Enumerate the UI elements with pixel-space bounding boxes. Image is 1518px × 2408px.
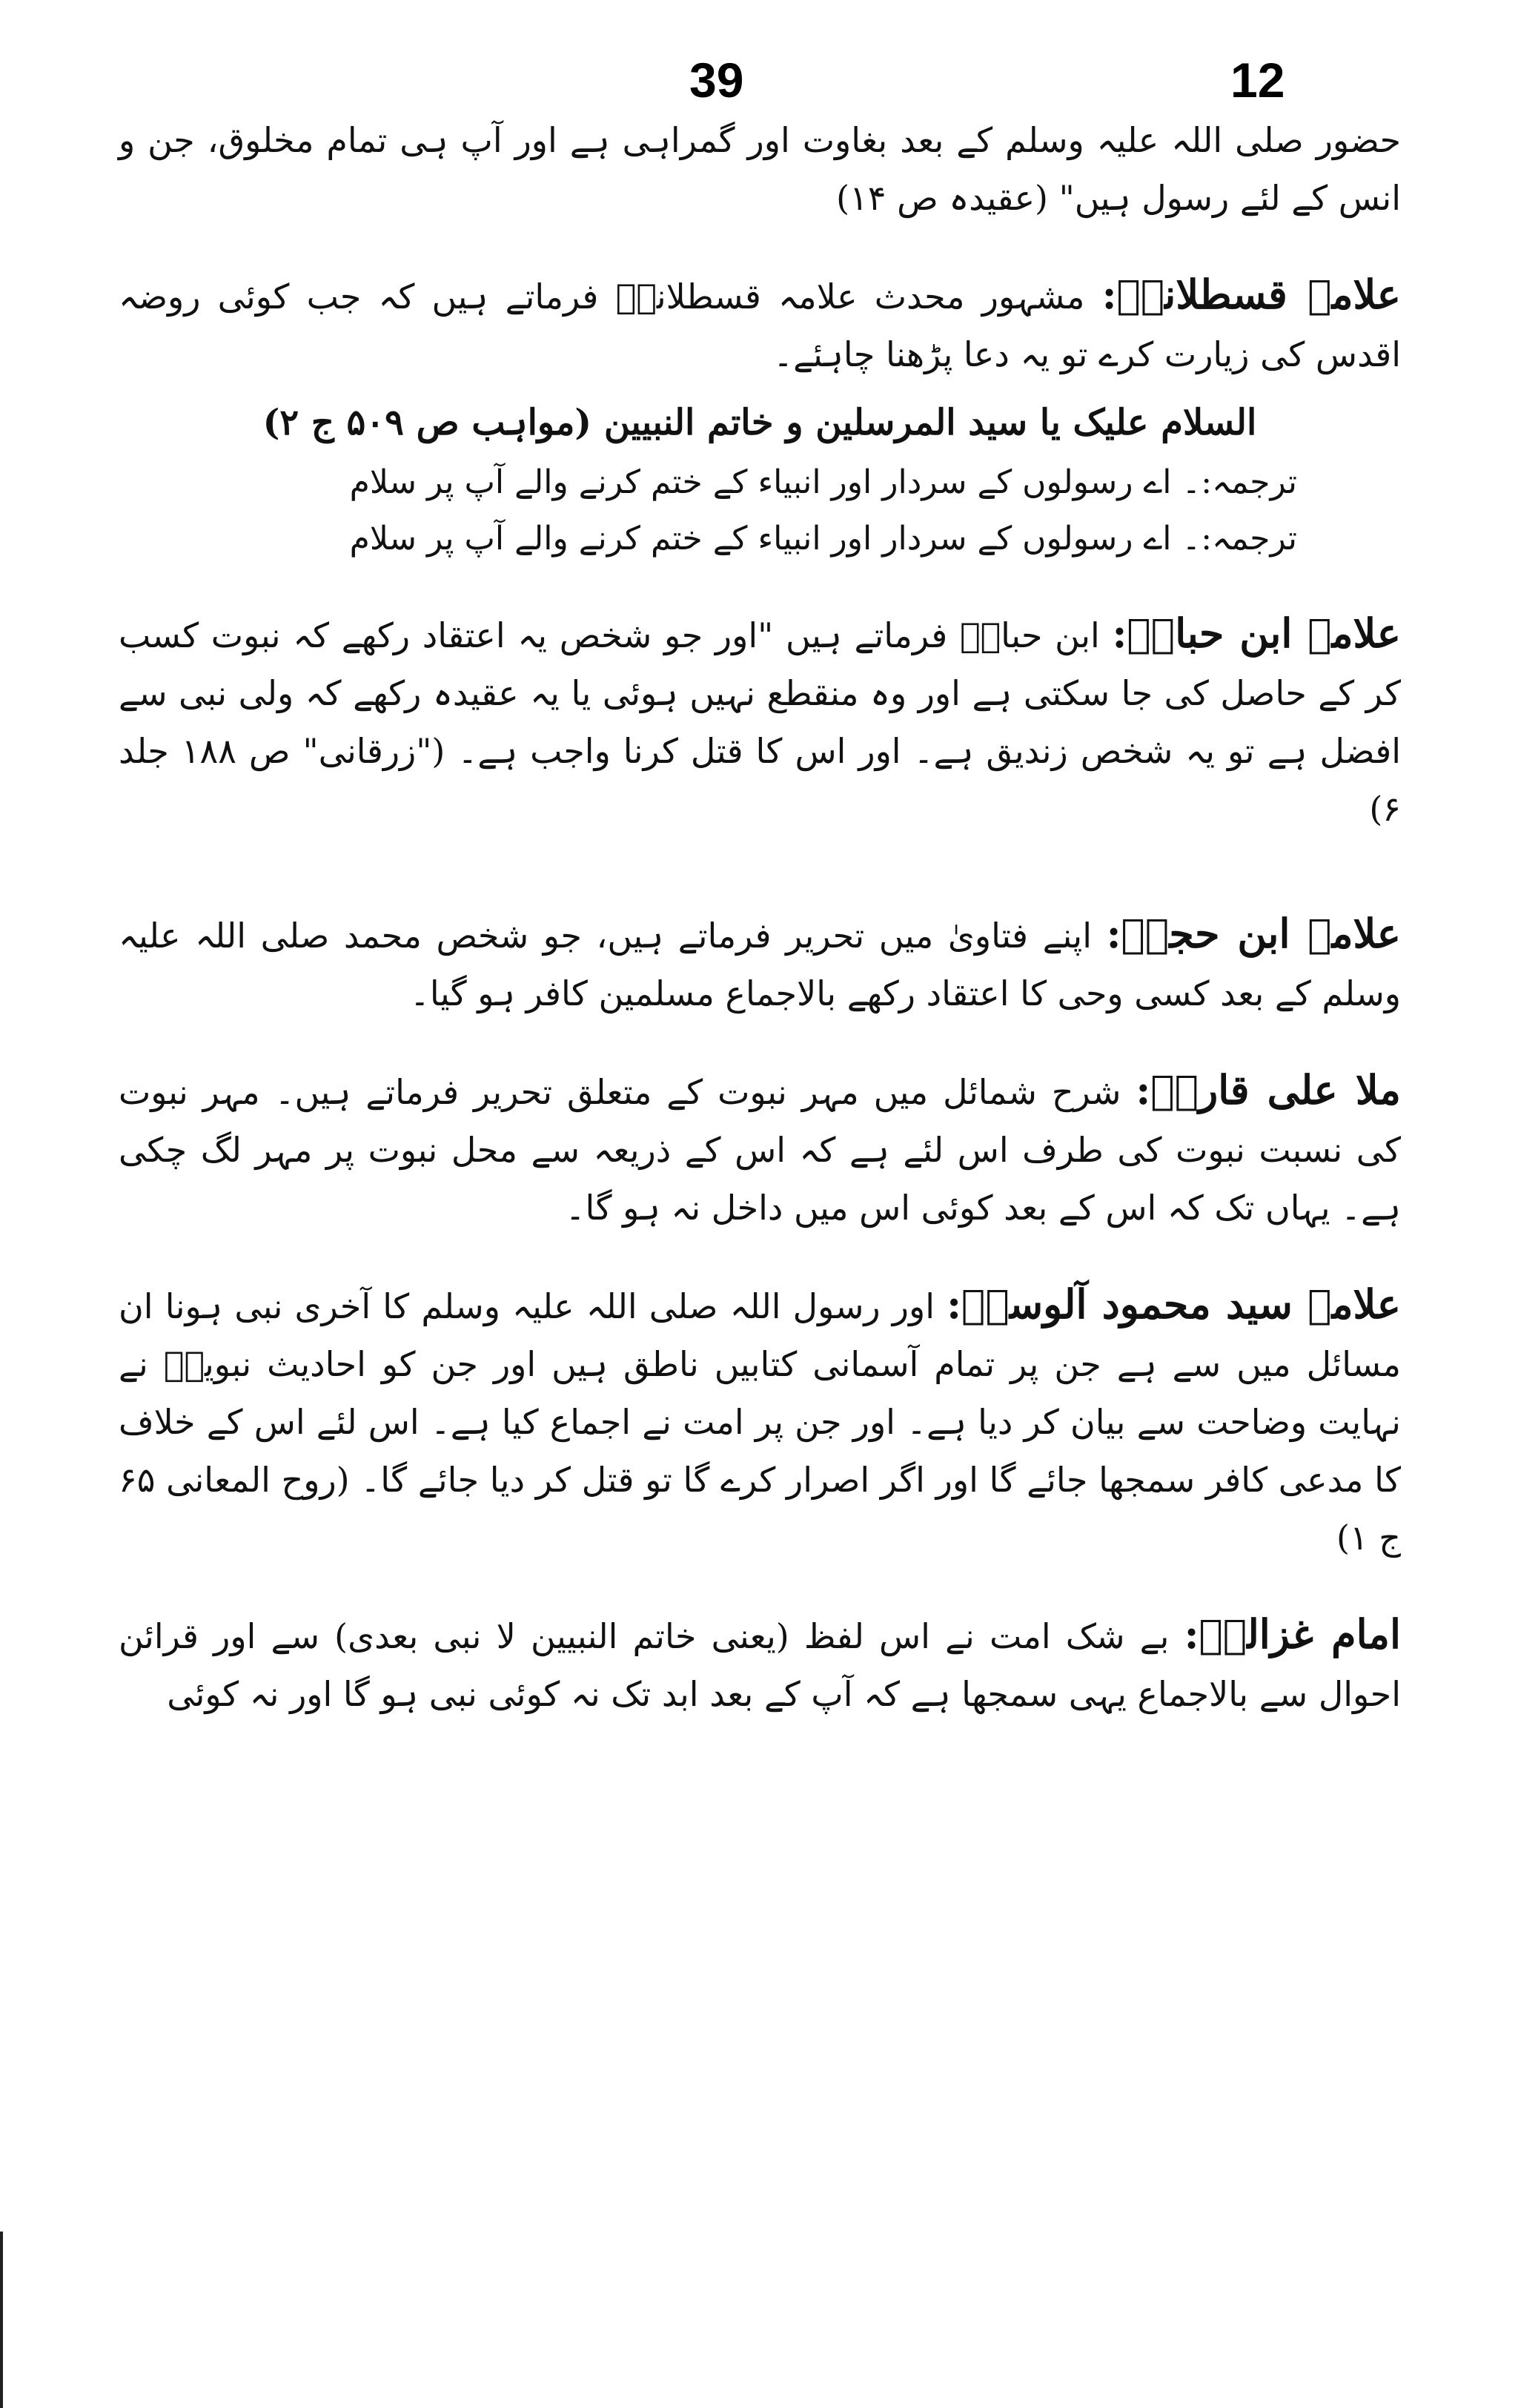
intro-paragraph [119, 111, 1401, 227]
mulla-ali-qari-heading: ملا علی قاریؒ: [1136, 1066, 1401, 1114]
alusi-paragraph [119, 1275, 1401, 1567]
alusi-body: اور رسول اللہ صلی اللہ علیہ وسلم کا آخری نبی ہونا ان مسائل میں سے ہے جن پر تمام آسمانی کتابیں ناطق ہیں اور جن کو احادیث نبویہؐ نے نہایت وضاحت سے بیان کر دیا ہے۔ اور جن پر امت نے اجماع کیا ہے۔ اس لئے اس کے خلاف کا مدعی کافر سمجھا جائے گا اور اگر اصرار کرے گا تو قتل کر دیا جائے گا۔ (روح المعانی ۶۵ ج ۱) [119, 1286, 1401, 1558]
ibn-hibban-body: ابن حبانؒ فرماتے ہیں "اور جو شخص یہ اعتقاد رکھے کہ نبوت کسب کر کے حاصل کی جا سکتی ہے اور وہ منقطع نہیں ہوئی یا یہ عقیدہ رکھے کہ ولی نبی سے افضل ہے تو یہ شخص زندیق ہے۔ اور اس کا قتل کرنا واجب ہے۔ ("زرقانی" ص ۱۸۸ جلد ۶) [119, 615, 1401, 829]
qastalani-body: مشہور محدث علامہ قسطلانیؒ فرماتے ہیں کہ جب کوئی روضہ اقدس کی زیارت کرے تو یہ دعا پڑھنا چاہئے۔ [119, 277, 1401, 374]
intro-text: حضور صلی اللہ علیہ وسلم کے بعد بغاوت اور گمراہی ہے اور آپ ہی تمام مخلوق، جن و انس کے لئے رسول ہیں" (عقیدہ ص ۱۴) [119, 120, 1401, 218]
ibn-hajar-body: اپنے فتاویٰ میں تحریر فرماتے ہیں، جو شخص محمد صلی اللہ علیہ وسلم کے بعد کسی وحی کا اعتقاد رکھے بالاجماع مسلمین کافر ہو گیا۔ [119, 916, 1401, 1013]
page-number-inner: 39 [689, 53, 744, 108]
page-edge-line [0, 2232, 3, 2408]
qastalani-section [119, 265, 1401, 566]
mulla-ali-qari-paragraph [119, 1061, 1401, 1237]
page-body [119, 111, 1401, 1762]
alusi-heading: علامہ سید محمود آلوسیؒ: [947, 1280, 1401, 1328]
qastalani-arabic: السلام علیک یا سید المرسلین و خاتم النبیین (مواہب ص ۵۰۹ ج ۲) [262, 402, 1257, 443]
mulla-ali-qari-body: شرح شمائل میں مہر نبوت کے متعلق تحریر فرماتے ہیں۔ مہر نبوت کی نسبت نبوت کی طرف اس لئے ہے کہ اس کے ذریعہ سے محل نبوت پر مہر لگ چکی ہے۔ یہاں تک کہ اس کے بعد کوئی اس میں داخل نہ ہو گا۔ [119, 1072, 1401, 1228]
ghazali-body: بے شک امت نے اس لفظ (یعنی خاتم النبیین لا نبی بعدی) سے اور قرائن احوال سے بالاجماع یہی سمجھا ہے کہ آپ کے بعد ابد تک نہ کوئی نبی ہو گا اور نہ کوئی [119, 1616, 1401, 1714]
ibn-hibban-heading: علامہ ابن حبانؒ: [1112, 609, 1401, 657]
ibn-hibban-paragraph [119, 604, 1401, 838]
ibn-hajar-paragraph [119, 904, 1401, 1022]
qastalani-translation-2: ترجمہ:۔ اے رسولوں کے سردار اور انبیاء کے ختم کرنے والے آپ پر سلام [349, 520, 1297, 558]
qastalani-paragraph [119, 265, 1401, 383]
qastalani-heading: علامہ قسطلانیؒ: [1101, 271, 1402, 318]
ghazali-paragraph [119, 1605, 1401, 1723]
ibn-hajar-heading: علامہ ابن حجرؒ: [1106, 910, 1401, 957]
page-number-outer: 12 [1230, 53, 1285, 108]
qastalani-translation-1: ترجمہ:۔ اے رسولوں کے سردار اور انبیاء کے ختم کرنے والے آپ پر سلام [349, 463, 1297, 501]
ghazali-heading: امام غزالیؒ: [1184, 1610, 1401, 1658]
